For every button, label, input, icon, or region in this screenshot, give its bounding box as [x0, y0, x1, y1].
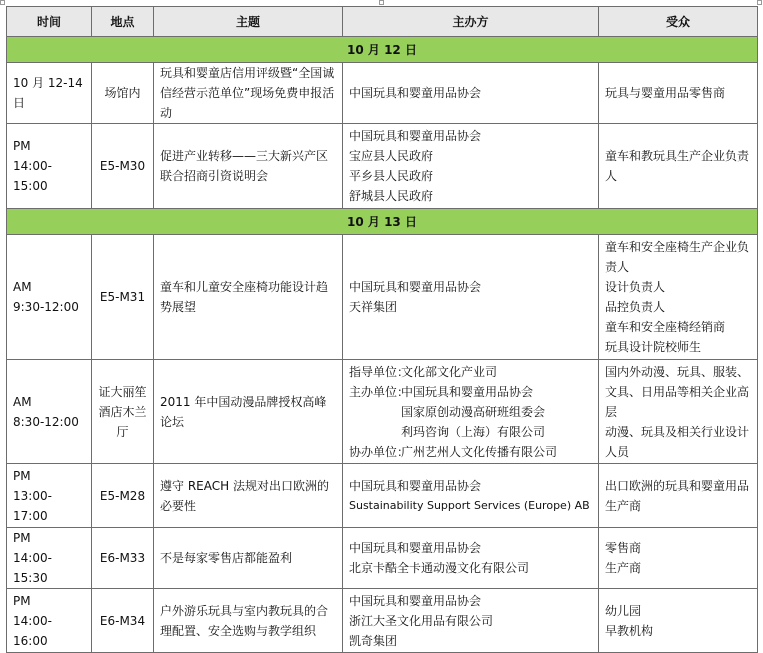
organizer-line: Sustainability Support Services (Europe) AB	[349, 498, 590, 512]
cell-organizer	[343, 63, 599, 124]
cell-time: AM 8:30-12:00	[7, 360, 92, 464]
organizer-line: 舒城县人民政府	[349, 189, 434, 203]
header-venue: 地点	[92, 7, 154, 37]
cell-audience	[599, 464, 758, 528]
cell-topic: 童车和儿童安全座椅功能设计趋势展望	[154, 235, 343, 360]
organizer-line: 天祥集团	[349, 300, 398, 314]
audience-line: 玩具设计院校师生	[605, 340, 702, 354]
cell-audience	[599, 235, 758, 360]
cell-organizer	[343, 589, 599, 653]
organizer-line: 中国玩具和婴童用品协会	[349, 280, 482, 294]
event-schedule-table	[6, 6, 758, 653]
header-audience: 受众	[599, 7, 758, 37]
audience-line: 设计负责人	[605, 280, 666, 294]
organizer-role-label: 协办单位：	[349, 444, 410, 459]
organizer-line: 中国玩具和婴童用品协会	[349, 129, 482, 143]
cell-time: PM 14:00-16:00	[7, 589, 92, 653]
table-row	[7, 124, 758, 209]
audience-line: 零售商	[605, 541, 642, 555]
cell-topic: 促进产业转移——三大新兴产区联合招商引资说明会	[154, 124, 343, 209]
cell-audience	[599, 528, 758, 589]
table-row	[7, 589, 758, 653]
organizer-line	[349, 422, 592, 442]
organizer-role-label: 指导单位：	[349, 364, 410, 379]
audience-line: 幼儿园	[605, 603, 642, 618]
organizer-line: 中国玩具和婴童用品协会	[349, 86, 482, 100]
cell-time: PM 13:00-17:00	[7, 464, 92, 528]
cell-audience	[599, 589, 758, 653]
cell-venue: 证大丽笙酒店木兰厅	[92, 360, 154, 464]
cell-topic: 2011 年中国动漫品牌授权高峰论坛	[154, 360, 343, 464]
cell-organizer	[343, 528, 599, 589]
selection-handle[interactable]	[757, 0, 762, 5]
organizer-line	[349, 402, 592, 422]
audience-line: 国内外动漫、玩具、服装、文具、日用品等相关企业高层	[605, 364, 750, 419]
cell-venue: 场馆内	[92, 63, 154, 124]
organizer-role-label: 主办单位：	[349, 384, 410, 399]
organizer-value: 中国玩具和婴童用品协会	[401, 384, 534, 399]
organizer-line: 平乡县人民政府	[349, 169, 434, 183]
organizer-line: 北京卡酷全卡通动漫文化有限公司	[349, 561, 530, 575]
cell-topic: 不是每家零售店都能盈利	[154, 528, 343, 589]
header-topic: 主题	[154, 7, 343, 37]
header-time: 时间	[7, 7, 92, 37]
cell-venue: E5-M28	[92, 464, 154, 528]
organizer-line: 中国玩具和婴童用品协会	[349, 478, 482, 493]
day-label: 10 月 12 日	[7, 37, 758, 63]
organizer-line: 浙江大圣文化用品有限公司	[349, 613, 494, 628]
cell-venue: E6-M34	[92, 589, 154, 653]
table-row	[7, 528, 758, 589]
cell-audience	[599, 63, 758, 124]
header-row	[7, 7, 758, 37]
organizer-line: 凯奇集团	[349, 633, 398, 648]
cell-organizer	[343, 464, 599, 528]
organizer-line	[349, 362, 592, 382]
cell-topic: 玩具和婴童店信用评级暨“全国诚信经营示范单位”现场免费申报活动	[154, 63, 343, 124]
organizer-line: 中国玩具和婴童用品协会	[349, 593, 482, 608]
table-row	[7, 464, 758, 528]
table-row	[7, 63, 758, 124]
day-label: 10 月 13 日	[7, 209, 758, 235]
organizer-line	[349, 382, 592, 402]
cell-organizer	[343, 360, 599, 464]
audience-line: 童车和安全座椅经销商	[605, 320, 726, 334]
cell-time: AM 9:30-12:00	[7, 235, 92, 360]
organizer-value: 文化部文化产业司	[401, 364, 498, 379]
audience-line: 童车和安全座椅生产企业负责人	[605, 240, 750, 274]
cell-topic: 遵守 REACH 法规对出口欧洲的必要性	[154, 464, 343, 528]
audience-line: 品控负责人	[605, 300, 666, 314]
organizer-value: 广州艺州人文化传播有限公司	[401, 444, 558, 459]
organizer-line	[349, 442, 592, 462]
cell-topic: 户外游乐玩具与室内教玩具的合理配置、安全选购与教学组织	[154, 589, 343, 653]
cell-venue: E5-M30	[92, 124, 154, 209]
audience-line: 早教机构	[605, 623, 654, 638]
header-organizer: 主办方	[343, 7, 599, 37]
selection-handle[interactable]	[379, 0, 384, 5]
cell-venue: E5-M31	[92, 235, 154, 360]
audience-line: 出口欧洲的玩具和婴童用品生产商	[605, 478, 750, 513]
cell-time: PM 14:00-15:30	[7, 528, 92, 589]
organizer-line: 宝应县人民政府	[349, 149, 434, 163]
audience-line: 玩具与婴童用品零售商	[605, 86, 726, 100]
audience-line: 动漫、玩具及相关行业设计人员	[605, 424, 750, 459]
cell-organizer	[343, 235, 599, 360]
cell-time: 10 月 12-14 日	[7, 63, 92, 124]
day-row	[7, 37, 758, 63]
table-row	[7, 360, 758, 464]
selection-handle[interactable]	[0, 0, 5, 5]
audience-line: 童车和教玩具生产企业负责人	[605, 149, 750, 183]
audience-line: 生产商	[605, 561, 642, 575]
cell-audience	[599, 124, 758, 209]
cell-audience	[599, 360, 758, 464]
table-row	[7, 235, 758, 360]
organizer-value: 利玛咨询（上海）有限公司	[401, 424, 546, 439]
cell-time: PM 14:00-15:00	[7, 124, 92, 209]
organizer-value: 国家原创动漫高研班组委会	[401, 404, 546, 419]
cell-organizer	[343, 124, 599, 209]
cell-venue: E6-M33	[92, 528, 154, 589]
organizer-line: 中国玩具和婴童用品协会	[349, 541, 482, 555]
day-row	[7, 209, 758, 235]
